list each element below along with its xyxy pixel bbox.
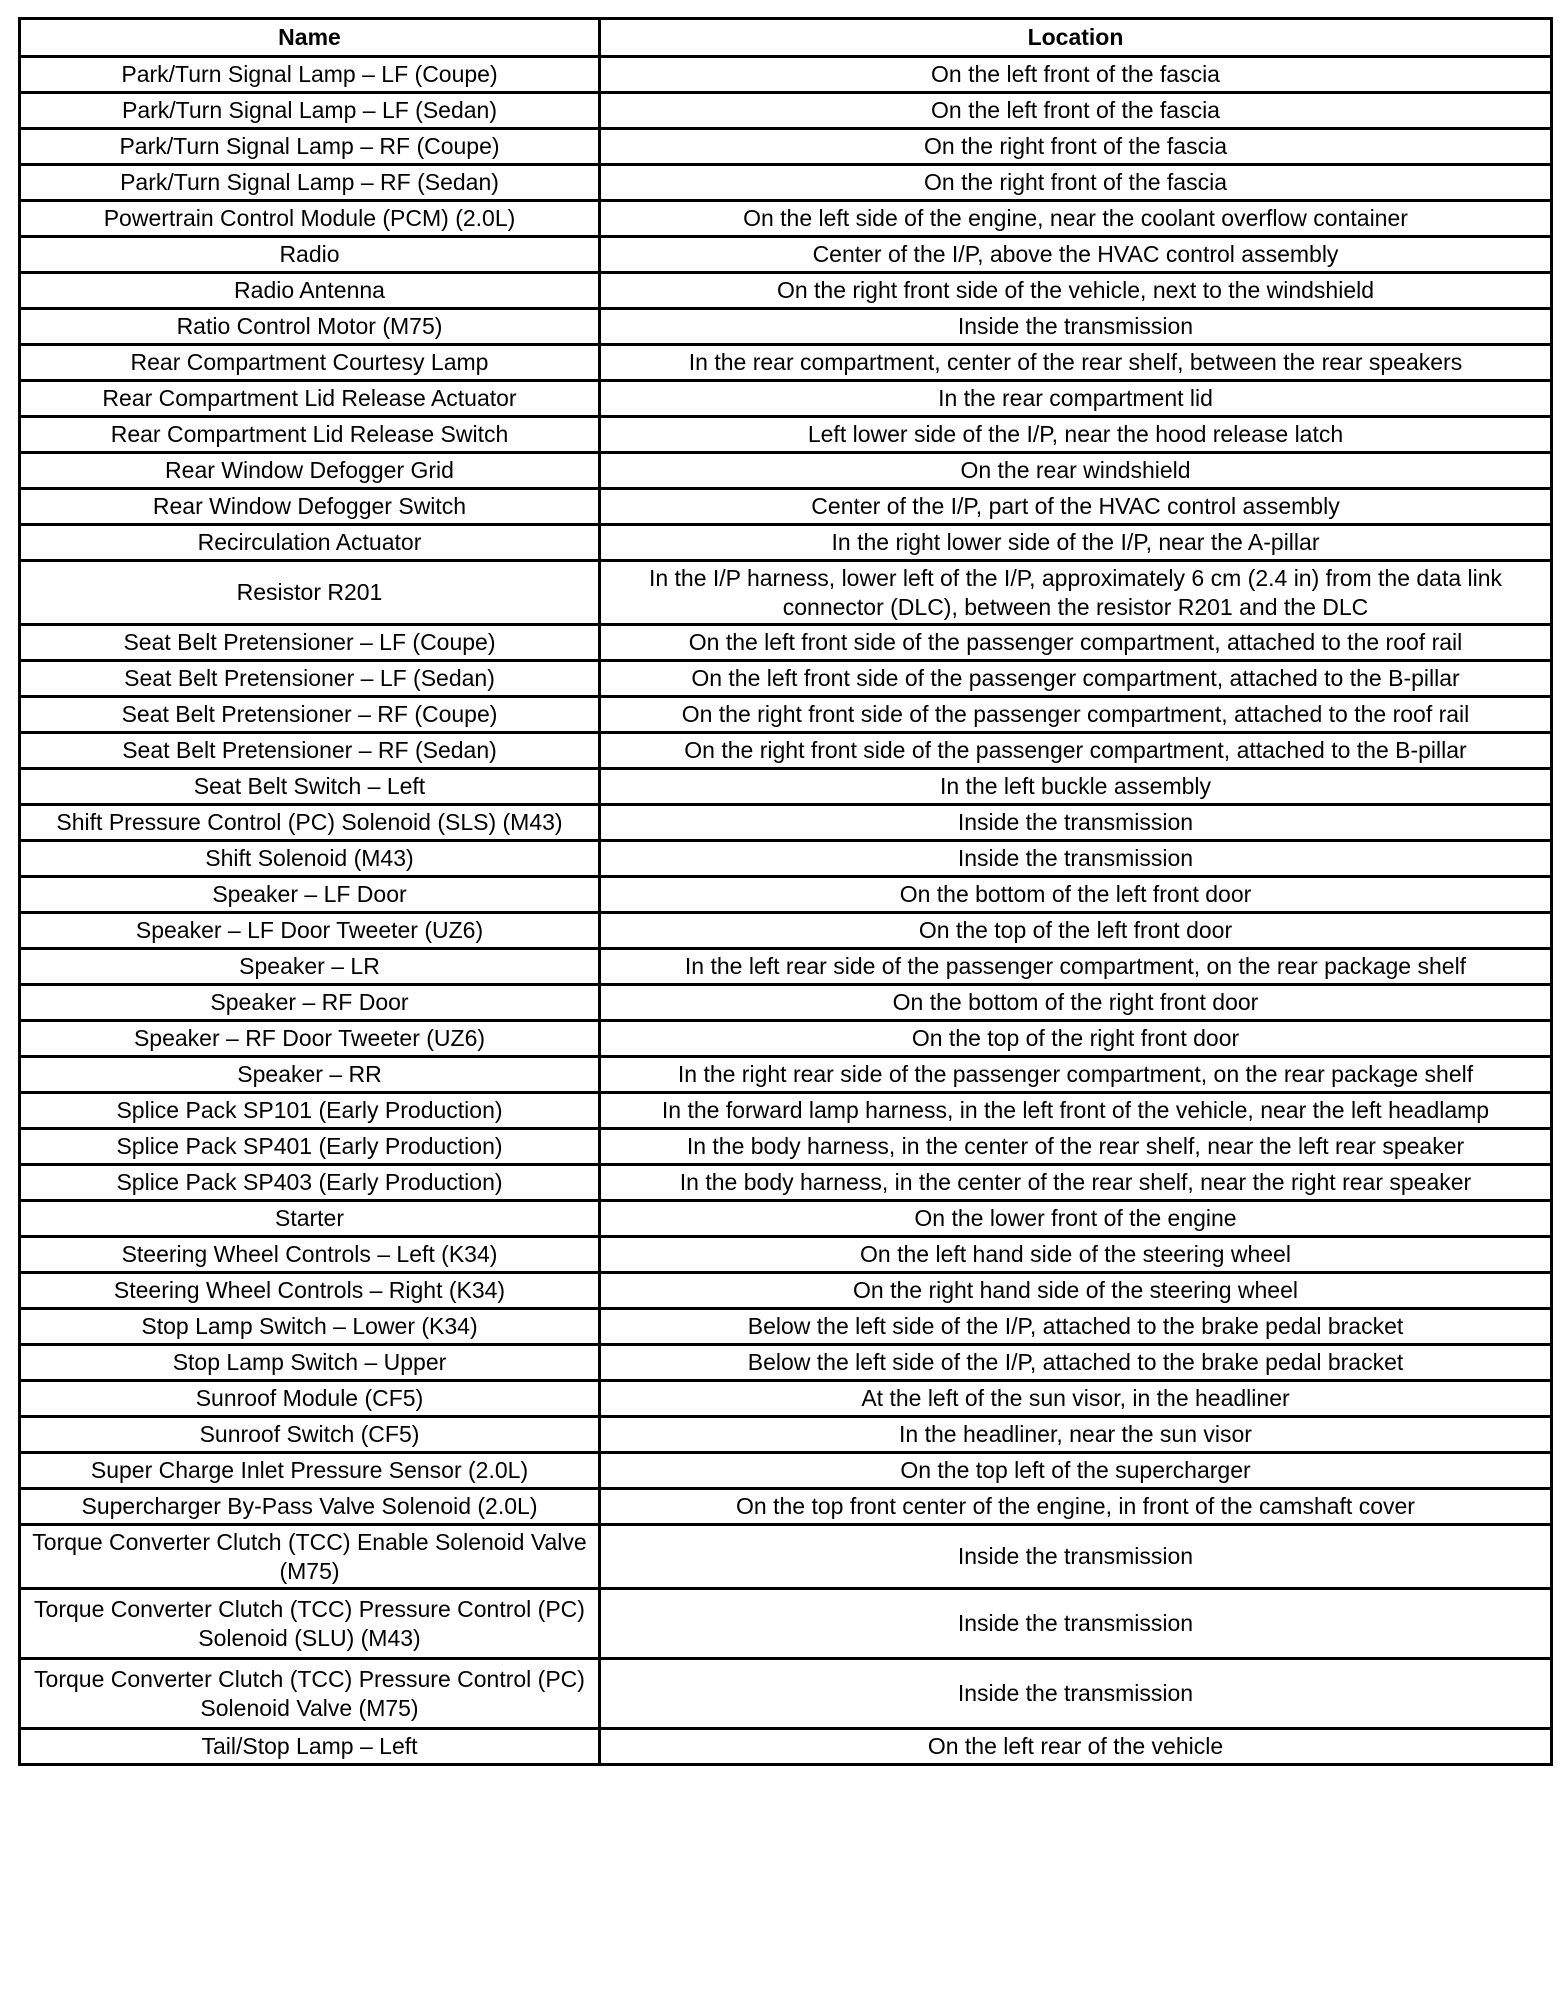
cell-name: Supercharger By-Pass Valve Solenoid (2.0L) [20,1489,600,1525]
cell-location: In the right lower side of the I/P, near the A-pillar [600,525,1552,561]
cell-location: On the right front of the fascia [600,165,1552,201]
cell-location: On the top front center of the engine, in front of the camshaft cover [600,1489,1552,1525]
table-row [20,1345,1552,1381]
cell-name: Speaker – LF Door Tweeter (UZ6) [20,913,600,949]
table-row [20,697,1552,733]
cell-location: On the right hand side of the steering wheel [600,1273,1552,1309]
cell-name: Starter [20,1201,600,1237]
table-row [20,1489,1552,1525]
cell-name: Park/Turn Signal Lamp – LF (Coupe) [20,57,600,93]
cell-name: Steering Wheel Controls – Right (K34) [20,1273,600,1309]
cell-name: Seat Belt Pretensioner – RF (Sedan) [20,733,600,769]
cell-location: Below the left side of the I/P, attached to the brake pedal bracket [600,1345,1552,1381]
cell-name: Sunroof Module (CF5) [20,1381,600,1417]
cell-location: In the I/P harness, lower left of the I/P, approximately 6 cm (2.4 in) from the data link connector (DLC), between the resistor R201 and the DLC [600,561,1552,625]
cell-location: On the left front of the fascia [600,93,1552,129]
table-row [20,1021,1552,1057]
cell-location: Inside the transmission [600,309,1552,345]
table-row [20,1381,1552,1417]
component-location-table [18,17,1553,1766]
cell-location: On the top of the right front door [600,1021,1552,1057]
cell-location: On the right front of the fascia [600,129,1552,165]
table-row [20,1165,1552,1201]
cell-location: On the left side of the engine, near the coolant overflow container [600,201,1552,237]
cell-location: On the bottom of the left front door [600,877,1552,913]
table-row [20,129,1552,165]
cell-location: Inside the transmission [600,1589,1552,1659]
cell-location: On the right front side of the passenger compartment, attached to the roof rail [600,697,1552,733]
table-row [20,165,1552,201]
cell-location: Inside the transmission [600,841,1552,877]
cell-location: Center of the I/P, above the HVAC control assembly [600,237,1552,273]
cell-name: Resistor R201 [20,561,600,625]
table-row [20,1417,1552,1453]
table-row [20,57,1552,93]
cell-location: Inside the transmission [600,805,1552,841]
table-row [20,1659,1552,1729]
table-row [20,345,1552,381]
column-header-name: Name [20,19,600,57]
table-row [20,273,1552,309]
table-row [20,1589,1552,1659]
cell-name: Radio [20,237,600,273]
table-row [20,1309,1552,1345]
cell-name: Radio Antenna [20,273,600,309]
table-row [20,1237,1552,1273]
cell-name: Ratio Control Motor (M75) [20,309,600,345]
table-row [20,985,1552,1021]
cell-name: Rear Compartment Courtesy Lamp [20,345,600,381]
table-row [20,453,1552,489]
cell-name: Speaker – RF Door Tweeter (UZ6) [20,1021,600,1057]
table-row [20,1093,1552,1129]
table-header-row [20,19,1552,57]
cell-location: In the right rear side of the passenger compartment, on the rear package shelf [600,1057,1552,1093]
table-row [20,769,1552,805]
cell-name: Powertrain Control Module (PCM) (2.0L) [20,201,600,237]
cell-location: On the left hand side of the steering wheel [600,1237,1552,1273]
cell-name: Tail/Stop Lamp – Left [20,1729,600,1765]
cell-location: In the left rear side of the passenger compartment, on the rear package shelf [600,949,1552,985]
cell-name: Stop Lamp Switch – Upper [20,1345,600,1381]
cell-name: Rear Window Defogger Switch [20,489,600,525]
cell-location: In the rear compartment lid [600,381,1552,417]
cell-location: In the forward lamp harness, in the left front of the vehicle, near the left headlamp [600,1093,1552,1129]
cell-location: On the right front side of the passenger compartment, attached to the B-pillar [600,733,1552,769]
cell-name: Splice Pack SP403 (Early Production) [20,1165,600,1201]
cell-name: Park/Turn Signal Lamp – RF (Sedan) [20,165,600,201]
table-row [20,1057,1552,1093]
cell-location: Inside the transmission [600,1525,1552,1589]
cell-location: On the top left of the supercharger [600,1453,1552,1489]
table-row [20,913,1552,949]
cell-name: Rear Compartment Lid Release Actuator [20,381,600,417]
cell-name: Splice Pack SP101 (Early Production) [20,1093,600,1129]
cell-location: On the left front side of the passenger compartment, attached to the B-pillar [600,661,1552,697]
cell-location: On the bottom of the right front door [600,985,1552,1021]
table-row [20,877,1552,913]
cell-name: Torque Converter Clutch (TCC) Enable Solenoid Valve (M75) [20,1525,600,1589]
table-row [20,201,1552,237]
cell-location: In the body harness, in the center of the rear shelf, near the right rear speaker [600,1165,1552,1201]
table-row [20,417,1552,453]
cell-location: In the body harness, in the center of the rear shelf, near the left rear speaker [600,1129,1552,1165]
cell-name: Speaker – RF Door [20,985,600,1021]
table-row [20,1729,1552,1765]
table-row [20,841,1552,877]
cell-name: Rear Window Defogger Grid [20,453,600,489]
table-row [20,1201,1552,1237]
cell-name: Speaker – LF Door [20,877,600,913]
table-row [20,237,1552,273]
cell-name: Speaker – LR [20,949,600,985]
cell-location: On the left front of the fascia [600,57,1552,93]
table-row [20,1273,1552,1309]
cell-location: On the left rear of the vehicle [600,1729,1552,1765]
table-row [20,661,1552,697]
cell-location: On the lower front of the engine [600,1201,1552,1237]
cell-name: Sunroof Switch (CF5) [20,1417,600,1453]
cell-name: Super Charge Inlet Pressure Sensor (2.0L) [20,1453,600,1489]
cell-name: Splice Pack SP401 (Early Production) [20,1129,600,1165]
cell-location: Left lower side of the I/P, near the hood release latch [600,417,1552,453]
cell-name: Steering Wheel Controls – Left (K34) [20,1237,600,1273]
cell-name: Shift Solenoid (M43) [20,841,600,877]
table-row [20,733,1552,769]
cell-name: Seat Belt Switch – Left [20,769,600,805]
cell-location: On the right front side of the vehicle, next to the windshield [600,273,1552,309]
cell-name: Shift Pressure Control (PC) Solenoid (SLS) (M43) [20,805,600,841]
column-header-location: Location [600,19,1552,57]
table-row [20,1453,1552,1489]
table-row [20,1129,1552,1165]
table-row [20,1525,1552,1589]
table-row [20,309,1552,345]
cell-name: Recirculation Actuator [20,525,600,561]
cell-name: Rear Compartment Lid Release Switch [20,417,600,453]
table-row [20,805,1552,841]
cell-name: Torque Converter Clutch (TCC) Pressure Control (PC) Solenoid Valve (M75) [20,1659,600,1729]
table-row [20,525,1552,561]
table-row [20,625,1552,661]
cell-name: Speaker – RR [20,1057,600,1093]
cell-location: In the headliner, near the sun visor [600,1417,1552,1453]
table-row [20,561,1552,625]
table-row [20,489,1552,525]
cell-location: On the rear windshield [600,453,1552,489]
cell-location: Inside the transmission [600,1659,1552,1729]
cell-name: Stop Lamp Switch – Lower (K34) [20,1309,600,1345]
cell-location: In the left buckle assembly [600,769,1552,805]
table-row [20,381,1552,417]
cell-location: Center of the I/P, part of the HVAC control assembly [600,489,1552,525]
cell-location: On the top of the left front door [600,913,1552,949]
cell-name: Seat Belt Pretensioner – LF (Sedan) [20,661,600,697]
cell-name: Seat Belt Pretensioner – RF (Coupe) [20,697,600,733]
table-row [20,93,1552,129]
cell-location: At the left of the sun visor, in the headliner [600,1381,1552,1417]
table-body [20,57,1552,1765]
cell-location: Below the left side of the I/P, attached to the brake pedal bracket [600,1309,1552,1345]
cell-name: Seat Belt Pretensioner – LF (Coupe) [20,625,600,661]
cell-name: Park/Turn Signal Lamp – LF (Sedan) [20,93,600,129]
table-row [20,949,1552,985]
cell-location: On the left front side of the passenger compartment, attached to the roof rail [600,625,1552,661]
cell-location: In the rear compartment, center of the rear shelf, between the rear speakers [600,345,1552,381]
cell-name: Park/Turn Signal Lamp – RF (Coupe) [20,129,600,165]
cell-name: Torque Converter Clutch (TCC) Pressure Control (PC) Solenoid (SLU) (M43) [20,1589,600,1659]
